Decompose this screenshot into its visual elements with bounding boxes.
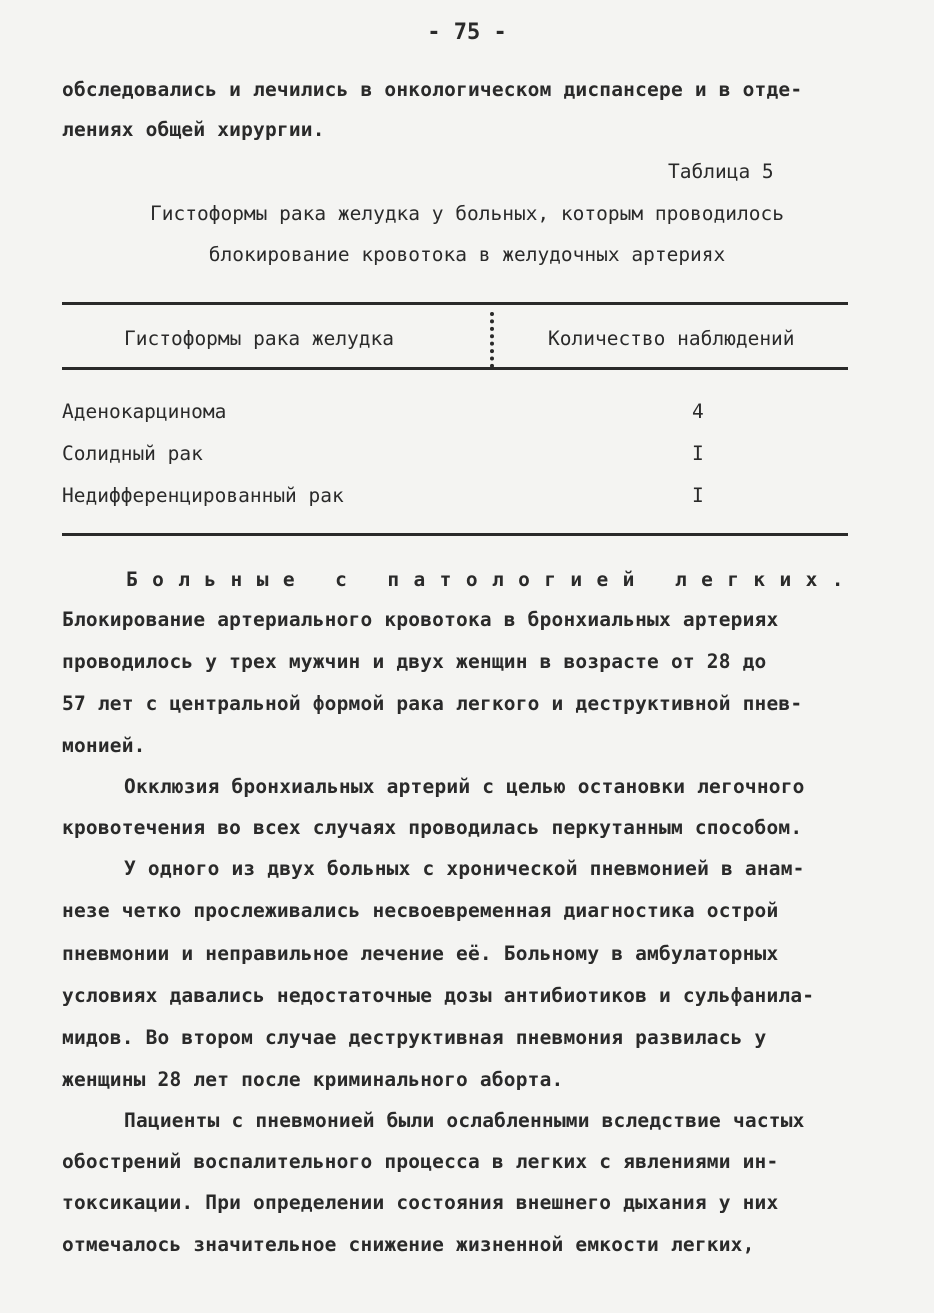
body-line: мидов. Во втором случае деструктивная пневмония развилась у [62,1026,767,1049]
table-top-rule [62,302,848,305]
body-line: Пациенты с пневмонией были ослабленными вследствие частых [124,1109,805,1132]
body-line: Блокирование артериального кровотока в бронхиальных артериях [62,608,779,631]
body-line: У одного из двух больных с хронической пневмонией в анам- [124,857,805,880]
intro-line: обследовались и лечились в онкологическом диспансере и в отде- [62,78,803,101]
body-line: кровотечения во всех случаях проводилась перкутанным способом. [62,816,803,839]
table-cell-histoform: Солидный рак [62,442,203,465]
table-cell-histoform: Аденокарцинома [62,400,227,423]
body-line: обострений воспалительного процесса в легких с явлениями ин- [62,1150,779,1173]
table-cell-count: 4 [692,400,704,423]
intro-line: лениях общей хирургии. [62,118,325,141]
table-bottom-rule [62,533,848,536]
section-heading: Больные с патологией легких. [126,568,858,591]
body-line: отмечалось значительное снижение жизненной емкости легких, [62,1233,755,1256]
body-line: Окклюзия бронхиальных артерий с целью остановки легочного [124,775,805,798]
table-label: Таблица 5 [668,160,774,183]
page-number: - 75 - [427,20,507,45]
body-line: проводилось у трех мужчин и двух женщин в возрасте от 28 до [62,650,767,673]
body-line: условиях давались недостаточные дозы антибиотиков и сульфанила- [62,984,815,1007]
body-line: 57 лет с центральной формой рака легкого и деструктивной пнев- [62,692,803,715]
table-cell-histoform: Недифференцированный рак [62,484,344,507]
table-header-separator [490,312,494,368]
table-header-count: Количество наблюдений [548,327,795,350]
table-caption-line: блокирование кровотока в желудочных артериях [208,243,726,266]
table-cell-count: I [692,484,704,507]
table-header-histoform: Гистоформы рака желудка [124,327,395,350]
table-caption-line: Гистоформы рака желудка у больных, которым проводилось [150,202,784,225]
body-line: незе четко прослеживались несвоевременная диагностика острой [62,899,779,922]
body-line: монией. [62,734,146,757]
table-cell-count: I [692,442,704,465]
body-line: женщины 28 лет после криминального аборта. [62,1068,564,1091]
body-line: токсикации. При определении состояния внешнего дыхания у них [62,1191,779,1214]
table-header-rule [62,367,848,370]
body-line: пневмонии и неправильное лечение её. Больному в амбулаторных [62,942,779,965]
